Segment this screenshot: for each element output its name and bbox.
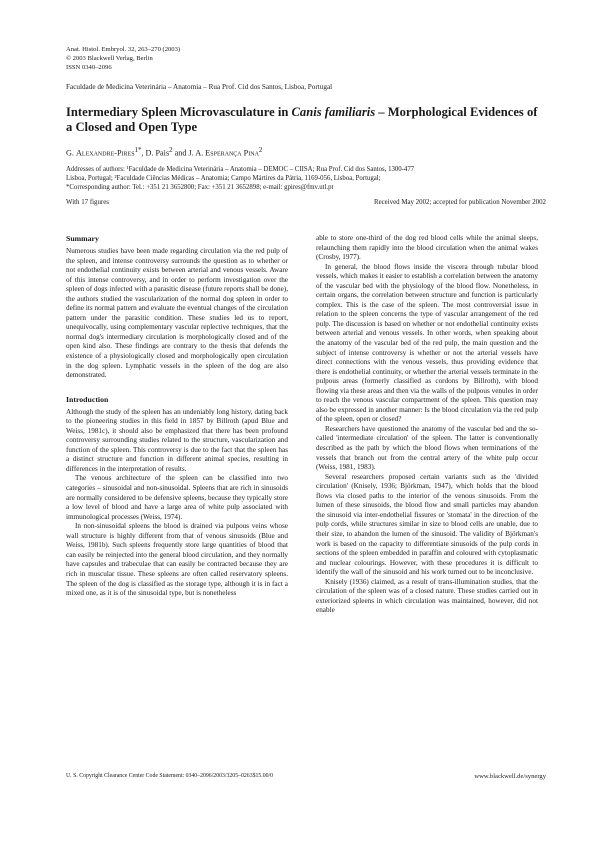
title-part-2: – Morphological Evidences of a Closed and Open Type [66,105,538,134]
author-3-affiliation: 2 [258,147,263,154]
author-1-name: Alexandre-Pires [76,148,135,158]
intro-paragraph: In non-sinusoidal spleens the blood is drained via pulpous veins whose wall structure is highly different from that of venous sinusoids (Blue and Weiss, 1981b). Such spleens frequently store large quantities of blood that can easily be reinjected into the general blood circulation, and they normally have capsules and trabeculae that can easily be contracted because they are rich in muscular tissue. These spleens are often called reservatory spleens. The spleen of the dog is classified as the storage type, although it is in fact a mixed one, as it is of the sinusoidal type, but is nonetheless [66,522,288,598]
author-1-initial: G. [66,148,77,158]
left-column [66,234,288,599]
introduction-heading: Introduction [66,394,109,404]
author-addresses [66,165,546,193]
summary-text: Numerous studies have been made regarding circulation via the red pulp of the spleen, and intense controversy surrounds the question as to whether or not endothelial continuity exists between arterial and venous vessels. Aware of this intense controversy, and in order to perform investigation over the spleen of dogs infected with a parasitic disease (future reports shall be done), the authors studied the vascularization of the normal dog spleen in order to define its normal pattern and evaluate the eventual changes of the circulation pattern under the parasitic condition. These studies led us to report, unequivocally, using complementary vascular replective techniques, that the normal dog's intermediary circulation is morphologically closed and of the open kind also. These findings are contrary to the thesis that defends the existence of a physiologically closed and morphologically open circulation in the dog spleen. Lymphatic vessels in the spleen of the dog are also demonstrated. [66,247,288,380]
summary-heading: Summary [66,234,99,243]
address-line-1: Addresses of authors: ¹Faculdade de Medicina Veterinária – Anatomia – DEMOC – CIISA; Rua Prof. Cid dos Santos, 1300-477 [66,166,415,173]
body-paragraph: Several researchers proposed certain variants such as the 'divided circulation' (Knisely, 1936; Björkman, 1947), which holds that the blood flows via closed paths to the interior of the venous sinusoids. From the lumen of these sinusoids, the blood flow and small particles may abandon the sinusoid via inter-endothelial fissures or 'stomata' in the direction of the pulp cords, while structures similar in size to blood cells are unable, due to their size, to abandon the lumen of the sinusoid. The validity of Björkman's work is based on the capacity to differentiate sinusoids of the pulp cords in sections of the spleen embedded in paraffin and coloured with cytoplasmatic and nuclear colourings. However, with these procedures it is difficult to identify the wall of the sinusoid and his work turned out to be inconclusive. [316,472,538,577]
journal-issn: ISSN 0340–2096 [66,63,112,71]
title-part-1: Intermediary Spleen Microvasculature in [66,105,292,119]
body-paragraph: Knisely (1936) claimed, as a result of trans-illumination studies, that the circulation of the spleen was of a closed nature. These studies carried out in exteriorized spleens in which circulation was maintained, however, did not enable [316,577,538,615]
author-list [66,147,262,158]
body-paragraph: able to store one-third of the dog red blood cells while the animal sleeps, relaunching them rapidly into the blood circulation when the animal wakes (Crosby, 1977). [316,234,538,262]
faculty-line: Faculdade de Medicina Veterinária – Anatomia – Rua Prof. Cid dos Santos, Lisboa, Portugal [66,83,333,91]
body-paragraph: In general, the blood flows inside the viscera through tubular blood vessels, which makes it easier to establish a correlation between the anatomy of the vascular bed with the physiology of the blood flow. Nonetheless, in certain organs, the correlation between structure and function is particularly complex. This is the case of the spleen. The most controversial issue in relation to the spleen concerns the type of vascular arrangement of the red pulp. The discussion is based on whether or not endothelial continuity exists between arterial and venous vessels. In other words, when speaking about the anatomy of the vascular bed of the red pulp, the main question and the subject of intense controversy is whether or not the arterial vessels have direct connections with the venous vessels, thus providing evidence that there is endothelial continuity, or whether the arterial vessels terminate in the pulpous areas (formerly classified as cordons by Billroth), with blood flowing via these areas and then via the walls of the pulpous venules in order to reach the venous vascular compartment of the spleen. This question may also be expressed in another manner: Is the blood circulation via the red pulp of the spleen, open or closed? [316,262,538,424]
author-3-initial: and J. A. [172,148,206,158]
author-2-affiliation: 2 [169,147,173,154]
title-species: Canis familiaris [291,105,376,119]
author-2-name: , D. Pais [141,148,170,158]
article-title [66,105,546,135]
journal-info [66,46,180,72]
address-line-2: Lisboa, Portugal; ²Faculdade Ciências Médicas – Anatomia; Campo Mártires da Pátria, 1169-056, Lisboa, Portugal; [66,175,381,183]
received-dates: Received May 2002; accepted for publication November 2002 [373,199,546,206]
author-1-affiliation: 1* [134,147,142,154]
figure-count: With 17 figures [66,199,109,206]
body-paragraph: Researchers have questioned the anatomy of the vascular bed and the so-called 'intermediate circulation' of the spleen. The latter is conventionally described as the path by which the blood flows when terminations of the vessels that branch out from the central artery of the white pulp occur (Weiss, 1981, 1983). [316,424,538,472]
journal-citation: Anat. Histol. Embryol. 32, 263–270 (2003) [66,46,181,53]
copyright-code: U. S. Copyright Clearance Center Code Statement: 0340–2096/2003/3205–0263$15.00/0 [66,773,274,779]
right-column [316,234,538,616]
corresponding-author: *Corresponding author: Tel.: +351 21 3652800; Fax: +351 21 3652898; e-mail: gpires@fmv.utl.pt [66,184,334,192]
journal-copyright: © 2003 Blackwell Verlag, Berlin [66,54,153,62]
intro-paragraph: The venous architecture of the spleen can be classified into two categories – sinusoidal and non-sinusoidal. Spleens that are rich in sinusoids are normally considered to be defensive spleens, because they typically store a low level of blood and have a large area of white pulp associated with immunological processes (Weiss, 1974). [66,474,288,521]
publisher-link[interactable]: www.blackwell.de/synergy [474,773,546,780]
intro-paragraph: Although the study of the spleen has an undeniably long history, dating back to the pioneering studies in this field in 1857 by Billroth (apud Blue and Weiss, 1981c), it should also be emphasized that there has been profound controversy surrounding studies related to the structure, vascularization and function of the spleen. This controversy is due to the fact that the spleen has a distinct structure and function in different animal species, resulting in differences in the interpretation of results. [66,407,288,473]
author-3-name: Esperança Pina [205,148,259,158]
